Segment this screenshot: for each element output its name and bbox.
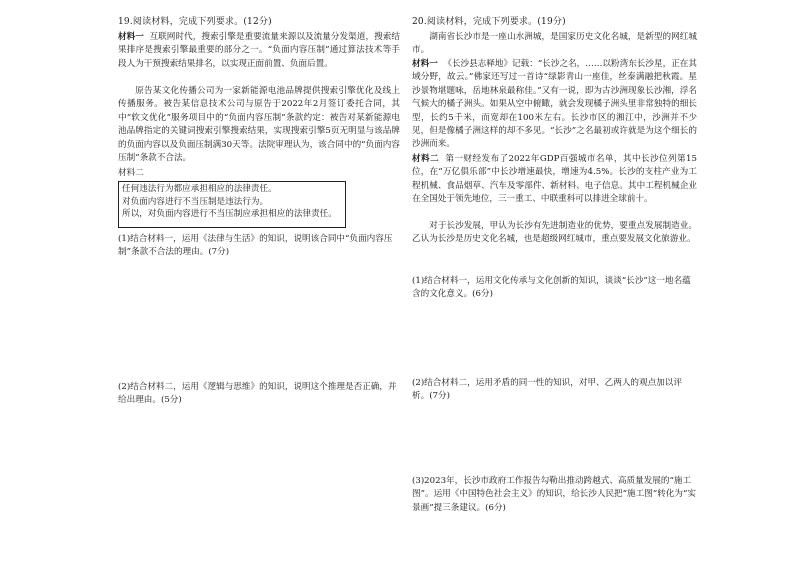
syllogism-conclusion: 所以，对负面内容进行不当压制应承担相应的法律责任。 [122,209,337,219]
syllogism-major-premise: 任何违法行为都应承担相应的法律责任。 [122,184,277,194]
q20-material1-text: 《长沙县志释地》记载：“长沙之名，……以粉湾东长沙星，正在其域分野，故云。”佛家还写过一首诗“绿影青山一座佳，丝泰满融把秋霞。星沙景物堪题咏，岳地林泉最称佳。”又有一说，即为古沙洲现象长沙湘，浮名气候大的橘子洲头。如果从空中俯瞰，就会发现橘子洲头里非常独特的细长型，长约5千米，而宽却在100米左右。长沙市区的湘江中，沙洲并不少见，但是像橘子洲这样的却不多见。“长沙”之名最初或许就是为这个细长的沙洲而来。 [412,59,697,150]
q19-answer-space-1 [118,262,400,372]
q20-material1-label: 材料一 [412,59,438,69]
q19-title: 19.阅读材料，完成下列要求。(12分) [118,17,272,27]
syllogism-box [118,181,346,228]
q19-material2-label: 材料二 [118,168,144,178]
q20-material1 [412,58,697,152]
q20-material2-text2: 对于长沙发展，甲认为长沙有先进制造业的优势，要重点发展制造业。乙认为长沙是历史文化名城，也是超级网红城市，重点要发展文化旅游业。 [412,221,697,245]
syllogism-minor-premise: 对负面内容进行不当压制是违法行为。 [122,196,269,207]
q20-title: 20.阅读材料，完成下列要求。(19分) [412,17,566,27]
q19-material1-label: 材料一 [118,32,144,42]
q19-material1-text2: 原告某文化传播公司为一家新能源电池品牌提供搜索引擎优化及线上传播服务。被告某信息技术公司与原告于2022年2月签订委托合同，其中“软文优化”服务项目中的“负面内容压制”条款约定：被告对某新能源电池品牌指定的关键词搜索引擎搜索结果，实现搜索引擎5页无明显与该品牌的负面内容以及负面压制满30天等。法院审理认为，该合同中的“负面内容压制”条款不合法。 [118,86,400,164]
q20-material2-label: 材料二 [412,154,440,164]
q20-subquestion-1: (1)结合材料一，运用文化传承与文化创新的知识，谈谈“长沙”这一地名蕴含的文化意义。(6分) [412,276,691,300]
q19-subquestion-2: (2)结合材料二，运用《逻辑与思维》的知识，说明这个推理是否正确，并给出理由。(5分) [118,382,397,406]
q20-answer-space-1 [412,304,697,372]
q19-material1 [118,31,400,71]
q20-answer-space-2 [412,406,697,472]
q20-subquestion-3: (3)2023年，长沙市政府工作报告勾勒出推动跨越式、高质量发展的“施工图”。运用《中国特色社会主义》的知识，给长沙人民把“施工图”转化为“实景画”提三条建议。(6分) [412,476,696,513]
q19-subquestion-1: (1)结合材料一，运用《法律与生活》的知识，说明该合同中“负面内容压制”条款不合法的理由。(7分) [118,234,393,258]
q20-subquestion-2: (2)结合材料二，运用矛盾的同一性的知识，对甲、乙两人的观点加以评析。(7分) [412,378,682,402]
q20-intro: 湖南省长沙市是一座山水洲城，是国家历史文化名城，是新型的网红城市。 [412,32,697,56]
q19-material1-text: 互联网时代，搜索引擎是重要流量来源以及流量分发渠道，搜索结果排序是搜索引擎最重要的部分之一。“负面内容压制”通过算法技术等手段人为干预搜索结果排名，以实现正面前置、负面后置。 [118,32,400,69]
q20-material2 [412,153,697,207]
q20-material2-text: 第一财经发布了2022年GDP百强城市名单，其中长沙位列第15位，在“万亿俱乐部”中长沙增速最快，增速为4.5%。长沙的支柱产业为工程机械、食品烟草、汽车及零部件、新材料、电子信息。其中工程机械企业在全国处于领先地位，三一重工、中联重科可以排进全球前十。 [412,154,697,205]
q19-answer-space-2 [118,410,400,550]
